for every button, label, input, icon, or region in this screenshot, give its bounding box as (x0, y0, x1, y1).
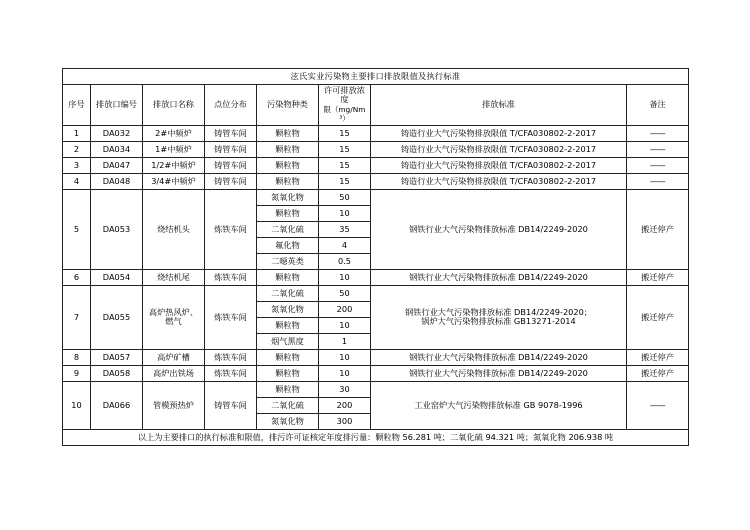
cell-standard (371, 285, 627, 349)
cell-outlet-no: DA058 (91, 365, 143, 381)
header-limit-line2: 限（mg/Nm³） (323, 104, 366, 124)
cell-outlet-name: 管模预热炉 (143, 381, 205, 429)
table-row (63, 189, 689, 205)
table-header-row (63, 85, 689, 126)
cell-location: 炼铁车间 (205, 269, 257, 285)
cell-outlet-name: 高炉热风炉、燃气 (143, 285, 205, 349)
cell-remark: —— (627, 157, 689, 173)
cell-standard: 钢铁行业大气污染物排放标准 DB14/2249-2020 (371, 365, 627, 381)
cell-standard: 铸造行业大气污染物排放限值 T/CFA030802-2-2017 (371, 157, 627, 173)
header-pollutant: 污染物种类 (257, 85, 319, 126)
cell-seq: 3 (63, 157, 91, 173)
cell-limit: 15 (319, 125, 371, 141)
cell-location: 炼铁车间 (205, 349, 257, 365)
cell-limit: 10 (319, 205, 371, 221)
table-row (63, 285, 689, 301)
cell-pollutant: 氮氧化物 (257, 301, 319, 317)
table-row (63, 381, 689, 397)
header-remark: 备注 (627, 85, 689, 126)
table-row (63, 141, 689, 157)
table-row (63, 125, 689, 141)
table-row (63, 173, 689, 189)
cell-pollutant: 颗粒物 (257, 157, 319, 173)
cell-remark: 搬迁停产 (627, 285, 689, 349)
cell-standard: 钢铁行业大气污染物排放标准 DB14/2249-2020 (371, 189, 627, 269)
cell-seq: 5 (63, 189, 91, 269)
cell-pollutant: 二氧化硫 (257, 397, 319, 413)
cell-pollutant: 氮氧化物 (257, 413, 319, 429)
cell-pollutant: 颗粒物 (257, 141, 319, 157)
footer-note: 以上为主要排口的执行标准和限值，排污许可证核定年度排污量：颗粒物 56.281 吨；二氧化硫 94.321 吨；氮氧化物 206.938 吨 (63, 429, 689, 445)
cell-outlet-no: DA066 (91, 381, 143, 429)
header-outlet-no: 排放口编号 (91, 85, 143, 126)
cell-pollutant: 颗粒物 (257, 317, 319, 333)
cell-outlet-name: 3/4#中频炉 (143, 173, 205, 189)
cell-remark: 搬迁停产 (627, 189, 689, 269)
cell-limit: 4 (319, 237, 371, 253)
cell-remark: —— (627, 381, 689, 429)
cell-standard: 铸造行业大气污染物排放限值 T/CFA030802-2-2017 (371, 141, 627, 157)
cell-remark: 搬迁停产 (627, 349, 689, 365)
cell-pollutant: 颗粒物 (257, 365, 319, 381)
cell-pollutant: 氟化物 (257, 237, 319, 253)
cell-location: 铸管车间 (205, 125, 257, 141)
cell-seq: 4 (63, 173, 91, 189)
cell-outlet-no: DA053 (91, 189, 143, 269)
cell-limit: 30 (319, 381, 371, 397)
cell-seq: 1 (63, 125, 91, 141)
cell-outlet-name: 烧结机尾 (143, 269, 205, 285)
cell-location: 铸管车间 (205, 141, 257, 157)
cell-standard: 钢铁行业大气污染物排放标准 DB14/2249-2020 (371, 269, 627, 285)
cell-limit: 200 (319, 397, 371, 413)
cell-outlet-no: DA034 (91, 141, 143, 157)
cell-outlet-no: DA032 (91, 125, 143, 141)
header-location: 点位分布 (205, 85, 257, 126)
cell-standard: 工业窑炉大气污染物排放标准 GB 9078-1996 (371, 381, 627, 429)
cell-limit: 15 (319, 141, 371, 157)
cell-pollutant: 颗粒物 (257, 173, 319, 189)
page-title: 泫氏实业污染物主要排口排放限值及执行标准 (63, 69, 689, 85)
cell-pollutant: 氮氧化物 (257, 189, 319, 205)
header-limit-line1: 许可排放浓度 (324, 85, 365, 105)
table-row (63, 157, 689, 173)
cell-seq: 7 (63, 285, 91, 349)
emission-standards-table (62, 68, 689, 446)
cell-seq: 6 (63, 269, 91, 285)
cell-pollutant: 二噁英类 (257, 253, 319, 269)
cell-standard: 钢铁行业大气污染物排放标准 DB14/2249-2020 (371, 349, 627, 365)
header-outlet-name: 排放口名称 (143, 85, 205, 126)
cell-remark: —— (627, 125, 689, 141)
header-standard: 排放标准 (371, 85, 627, 126)
cell-location: 炼铁车间 (205, 285, 257, 349)
cell-limit: 300 (319, 413, 371, 429)
cell-limit: 35 (319, 221, 371, 237)
cell-outlet-name: 1#中频炉 (143, 141, 205, 157)
standard-line-2: 锅炉大气污染物排放标准 GB13271-2014 (421, 316, 576, 327)
cell-limit: 10 (319, 317, 371, 333)
cell-outlet-name: 高炉出铁场 (143, 365, 205, 381)
cell-location: 铸管车间 (205, 157, 257, 173)
cell-limit: 15 (319, 157, 371, 173)
cell-outlet-no: DA048 (91, 173, 143, 189)
header-seq: 序号 (63, 85, 91, 126)
cell-pollutant: 烟气黑度 (257, 333, 319, 349)
cell-limit: 10 (319, 349, 371, 365)
cell-limit: 50 (319, 285, 371, 301)
cell-pollutant: 二氧化硫 (257, 285, 319, 301)
header-limit (319, 85, 371, 126)
cell-remark: —— (627, 173, 689, 189)
cell-limit: 0.5 (319, 253, 371, 269)
cell-remark: 搬迁停产 (627, 365, 689, 381)
cell-pollutant: 颗粒物 (257, 269, 319, 285)
cell-outlet-name: 烧结机头 (143, 189, 205, 269)
cell-limit: 15 (319, 173, 371, 189)
cell-outlet-no: DA057 (91, 349, 143, 365)
standard-line-1: 钢铁行业大气污染物排放标准 DB14/2249-2020； (405, 306, 592, 317)
cell-limit: 200 (319, 301, 371, 317)
cell-seq: 10 (63, 381, 91, 429)
cell-seq: 2 (63, 141, 91, 157)
cell-limit: 1 (319, 333, 371, 349)
table-row (63, 365, 689, 381)
cell-outlet-no: DA054 (91, 269, 143, 285)
cell-pollutant: 二氧化硫 (257, 221, 319, 237)
cell-limit: 10 (319, 365, 371, 381)
cell-standard: 铸造行业大气污染物排放限值 T/CFA030802-2-2017 (371, 125, 627, 141)
table-row (63, 269, 689, 285)
cell-seq: 8 (63, 349, 91, 365)
cell-standard: 铸造行业大气污染物排放限值 T/CFA030802-2-2017 (371, 173, 627, 189)
cell-location: 炼铁车间 (205, 189, 257, 269)
document-page (62, 68, 688, 446)
cell-seq: 9 (63, 365, 91, 381)
table-title-row (63, 69, 689, 85)
cell-remark: —— (627, 141, 689, 157)
cell-outlet-no: DA055 (91, 285, 143, 349)
cell-outlet-name: 1/2#中频炉 (143, 157, 205, 173)
cell-location: 炼铁车间 (205, 365, 257, 381)
cell-location: 铸管车间 (205, 381, 257, 429)
cell-pollutant: 颗粒物 (257, 381, 319, 397)
table-footer-row (63, 429, 689, 445)
cell-limit: 50 (319, 189, 371, 205)
cell-outlet-no: DA047 (91, 157, 143, 173)
cell-location: 铸管车间 (205, 173, 257, 189)
cell-remark: 搬迁停产 (627, 269, 689, 285)
cell-limit: 10 (319, 269, 371, 285)
cell-pollutant: 颗粒物 (257, 205, 319, 221)
cell-pollutant: 颗粒物 (257, 349, 319, 365)
cell-pollutant: 颗粒物 (257, 125, 319, 141)
cell-outlet-name: 高炉矿槽 (143, 349, 205, 365)
cell-outlet-name: 2#中频炉 (143, 125, 205, 141)
table-row (63, 349, 689, 365)
